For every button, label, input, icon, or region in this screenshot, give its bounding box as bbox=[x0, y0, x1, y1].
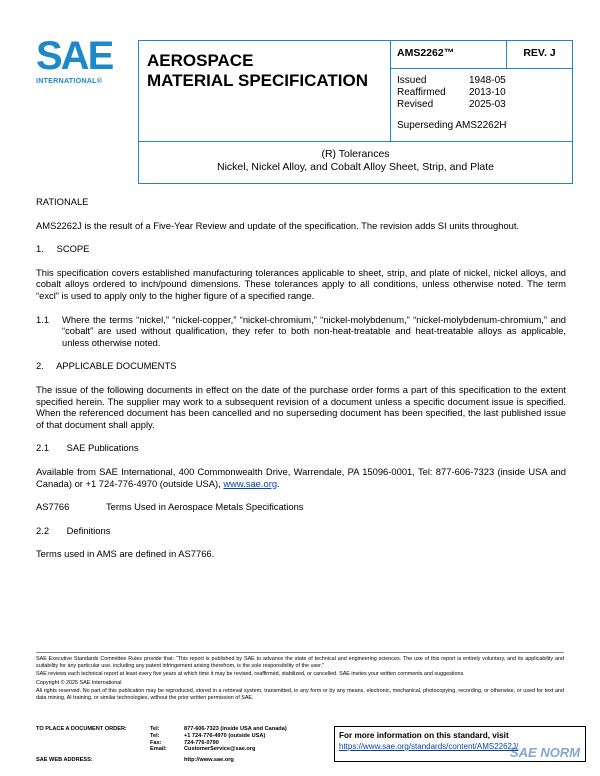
document-body bbox=[36, 196, 566, 572]
doc-subtitle bbox=[139, 141, 572, 183]
doc-revision: REV. J bbox=[507, 41, 572, 69]
web-address: SAE WEB ADDRESS: http://www.sae.org bbox=[36, 757, 234, 763]
doc-type-line1: AEROSPACE bbox=[147, 51, 254, 70]
order-email: CustomerService@sae.org bbox=[184, 746, 256, 753]
sae-website-link[interactable]: www.sae.org bbox=[223, 477, 278, 489]
section-2-text: The issue of the following documents in effect on the date of the purchase order forms a part of this specification to the extent specified herein. The supplier may work to a subsequent revision of a document unless a specific document issue is specified. When the referenced document has been cancelled and no superseding document has been specified, the last published issue of that document shall apply. bbox=[36, 383, 566, 430]
reference-entry bbox=[36, 501, 566, 513]
footer-divider bbox=[36, 652, 564, 653]
order-info: TO PLACE A DOCUMENT ORDER: Tel: 877-606-7323 (inside USA and Canada) Tel: +1 724-776-4970 (outside USA) Fax: 724-776-0790 Email: CustomerService@sae.org bbox=[36, 726, 287, 753]
more-info-heading: For more information on this standard, visit bbox=[339, 731, 509, 740]
reference-id: AS7766 bbox=[36, 501, 70, 513]
sae-logo bbox=[36, 34, 126, 88]
reference-title: Terms Used in Aerospace Metals Specifications bbox=[106, 501, 304, 513]
date-row-issued: Issued 1948-05 bbox=[397, 75, 506, 86]
doc-type-cell bbox=[139, 41, 391, 141]
doc-subtitle-line1: (R) Tolerances bbox=[321, 148, 390, 160]
order-tel-1: 877-606-7323 (inside USA and Canada) bbox=[184, 726, 287, 732]
web-address-value: http://www.sae.org bbox=[184, 757, 234, 763]
section-2-2-heading: 2.2 Definitions bbox=[36, 524, 111, 536]
date-row-reaffirmed: Reaffirmed 2013-10 bbox=[397, 87, 506, 98]
footer-legal bbox=[36, 656, 564, 704]
doc-number: AMS2262™ bbox=[391, 41, 507, 69]
document-header bbox=[138, 40, 573, 184]
footer-para-1: SAE Executive Standards Committee Rules provide that: “This report is published by SAE to advance the state of technical and engineering sciences. The use of this report is entirely voluntary, and its applicability and suitability for any particular use, including any patent infringement arising therefrom, is the sole responsibility of the user.” bbox=[36, 656, 564, 669]
section-2-heading: 2. APPLICABLE DOCUMENTS bbox=[36, 360, 177, 372]
section-2-1-text: Available from SAE International, 400 Commonwealth Drive, Warrendale, PA 15096-0001, Tel: 877-606-7323 (inside USA and Canada) or +1 724-776-4970 (outside USA), www.sae.org. bbox=[36, 465, 566, 489]
doc-type-line2: MATERIAL SPECIFICATION bbox=[147, 71, 368, 90]
footer-para-4: All rights reserved. No part of this publication may be reproduced, stored in a retrieval system, transmitted, in any form or by any means, electronic, mechanical, photocopying, recording, or otherwise, or used for text and data mining, AI training, or similar technologies, without the prior written permission of SAE. bbox=[36, 688, 564, 701]
footer-para-2: SAE reviews each technical report at least every five years at which time it may be revised, reaffirmed, stabilized, or cancelled. SAE invites your written comments and suggestions. bbox=[36, 671, 465, 678]
order-tel-2: +1 724-776-4970 (outside USA) bbox=[184, 732, 266, 739]
standard-page-link[interactable]: https://www.sae.org/standards/content/AMS2262J/ bbox=[339, 742, 519, 751]
superseding-note: Superseding AMS2262H bbox=[397, 120, 507, 131]
rationale-text: AMS2262J is the result of a Five-Year Review and update of the specification. The revision adds SI units throughout. bbox=[36, 219, 520, 231]
logo-subtitle: INTERNATIONAL® bbox=[36, 76, 103, 85]
sae-norm-watermark: SAE NORM bbox=[510, 745, 581, 760]
doc-dates bbox=[391, 69, 572, 141]
doc-subtitle-line2: Nickel, Nickel Alloy, and Cobalt Alloy Sheet, Strip, and Plate bbox=[216, 161, 495, 173]
date-row-revised: Revised 2025-03 bbox=[397, 99, 506, 110]
order-fax: 724-776-0790 bbox=[184, 739, 219, 746]
footer-copyright: Copyright © 2025 SAE International bbox=[36, 679, 122, 686]
section-2-2-text: Terms used in AMS are defined in AS7766. bbox=[36, 548, 215, 560]
order-label: TO PLACE A DOCUMENT ORDER: bbox=[36, 726, 127, 732]
section-2-1-heading: 2.1 SAE Publications bbox=[36, 442, 139, 454]
logo-wordmark: SAE bbox=[36, 34, 113, 78]
section-1-1: 1.1 Where the terms “nickel,” “nickel-copper,” “nickel-chromium,” “nickel-molybdenum,” “nickel-molybdenum-chromium,” and “cobalt” are used without qualification, they refer to both non-heat-treatable and heat-treatable alloys as applicable, unless otherwise noted. bbox=[36, 313, 566, 348]
rationale-heading: RATIONALE bbox=[36, 196, 89, 207]
section-1-text: This specification covers established manufacturing tolerances applicable to sheet, strip, and plate of nickel, nickel alloys, and cobalt alloys ordered to inch/pound dimensions. These tolerances apply to all conditions, unless otherwise noted. The term “excl” is used to apply only to the higher figure of a specified range. bbox=[36, 266, 566, 301]
section-1-heading: 1. SCOPE bbox=[36, 243, 90, 255]
